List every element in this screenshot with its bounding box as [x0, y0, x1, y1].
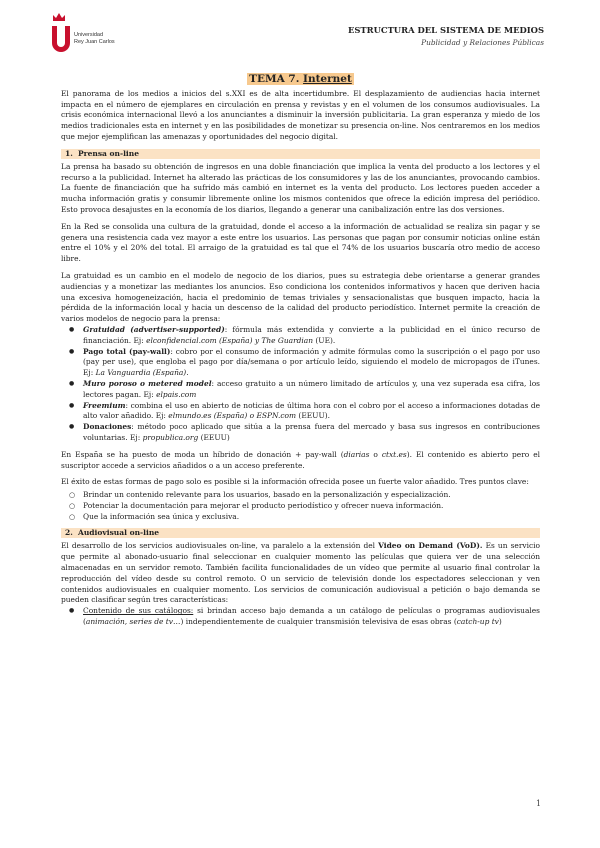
model-text: : método poco aplicado que sitúa a la prensa fuera del mercado y basa sus ingresos en contribuciones voluntarias. Ej:	[83, 422, 540, 442]
header-title-block	[348, 25, 544, 47]
text-run: En España se ha puesto de moda un híbrido de donación + pay-wall (	[61, 449, 344, 459]
text-run: )	[498, 617, 502, 627]
paragraph: La gratuidad es un cambio en el modelo de negocio de los diarios, pues su estrategia debe orientarse a generar grandes audiencias y a monetizar las mediantes los anuncios. Eso condiciona los contenidos informativos y hacen que deriven hacia una excesiva homogeneización, hacia el predominio de temas triviales y sensacionalistas que busquen impacto, hacia la pérdida de la información local y hacia un descenso de la calidad del producto periodístico. Internet permite la creación de varios modelos de negocio para la prensa:	[61, 270, 540, 324]
model-example: La Vanguardia (España)	[95, 368, 187, 378]
business-models-list	[61, 325, 540, 444]
paragraph	[61, 541, 540, 606]
model-text: : fórmula más extendida y convierte a la publicidad en el único recurso de financiación. Ej:	[83, 324, 540, 345]
text-run: o	[369, 449, 382, 459]
section-2-title: Audiovisual on-line	[78, 528, 160, 538]
list-item	[61, 347, 540, 379]
model-tail: (EEUU)	[198, 432, 230, 442]
example-site: diarias	[343, 449, 370, 459]
university-logo	[52, 12, 132, 56]
section-heading-2	[61, 528, 540, 538]
text-run: ). El contenido es abierto pero el suscriptor accede a servicios añadidos o a un acceso preferente.	[61, 449, 540, 470]
paragraph: La prensa ha basado su obtención de ingresos en una doble financiación que implica la venta del producto a los lectores y el recurso a la publicidad. Internet ha alterado las prácticas de los consumidores y las de los anunciantes, provocando cambios. La fuente de financiación que ha sufrido más cambió en internet es la venta del producto. Los lectores pueden acceder a mucha información gratis y consumir libremente online los mismos contenidos que ofrece la edición impresa del periódico. Esto provoca desajustes en la economía de los diarios, llegando a generar una canibalización entre las dos versiones.	[61, 161, 540, 214]
list-item: ○ Potenciar la documentación para mejorar el producto periodístico y ofrecer nueva información.	[61, 501, 540, 512]
page-number: 1	[536, 799, 542, 808]
model-example: elmundo.es (España) o ESPN.com	[168, 411, 297, 421]
paragraph: En la Red se consolida una cultura de la gratuidad, donde el acceso a la información de actualidad se realiza sin pagar y se genera una resistencia cada vez mayor a este entre los usuarios. Las personas que pagan por consumir noticias online están entre el 10% y el 20% del total. El arraigo de la gratuidad es tal que el 74% de los usuarios buscaría otro medio de acceso libre.	[61, 221, 540, 264]
text-run: si brindan acceso bajo demanda a un catálogo de películas o programas audiovisuales (	[83, 606, 540, 627]
model-tail: .	[186, 368, 189, 378]
text-run: Es un servicio que permite al abonado-usuario final seleccionar en cualquier momento las películas que quiera ver de una selección almacenadas en un servidor remoto. También facilita funcionalidades de un vídeo que permite al usuario final controlar la reproducción del vídeo desde su control remoto. O un servicio de televisión donde los espectadores seleccionan y ven contenidos audiovisuales en cualquier momento. Los servicios de comunicación audiovisual a petición o bajo demanda se pueden clasificar según tres características:	[61, 541, 540, 605]
logo-line-1: Universidad	[74, 32, 104, 38]
logo-line-2: Rey Juan Carlos	[74, 39, 115, 45]
model-tail: (UE).	[313, 335, 336, 345]
logo-text	[74, 32, 115, 46]
intro-paragraph: El panorama de los medios a inicios del s.XXI es de alta incertidumbre. El desplazamiento de audiencias hacia internet impacta en el número de ejemplares en circulación en prensa y revistas y en el volumen de los consumos audiovisuales. La crisis económica internacional llevó a los anunciantes a disminuir la inversión publicitaria. La gran esperanza y miedo de los medios tradicionales esta en internet y en las posibilidades de monetizar su presencia on-line. Nos centraremos en los medios que mejor ejemplifican las amenazas y oportunidades del negocio digital.	[61, 88, 540, 141]
list-item	[61, 401, 540, 423]
example-site: ctxt.es	[381, 449, 407, 459]
section-2-number: 2.	[65, 528, 73, 538]
model-example: elconfidencial.com (España) y The Guardian	[146, 335, 314, 345]
paragraph	[61, 450, 540, 472]
page-title	[61, 74, 540, 85]
crown-icon	[52, 12, 66, 22]
list-item: ○ Que la información sea única y exclusiva.	[61, 512, 540, 523]
vod-term: Video on Demand (VoD).	[378, 541, 483, 551]
model-text: : acceso gratuito a un número limitado de artículos y, una vez superada esa cifra, los lectores pagan. Ej:	[83, 378, 540, 399]
tema-title: Internet	[303, 73, 352, 85]
text-run: El desarrollo de los servicios audiovisuales on-line, va paralelo a la extensión del	[61, 541, 379, 551]
page-header	[0, 0, 600, 60]
characteristic-term: Contenido de sus catálogos:	[83, 606, 194, 616]
document-body	[61, 74, 540, 634]
paragraph: El éxito de estas formas de pago solo es posible si la información ofrecida posee un fuerte valor añadido. Tres puntos clave:	[61, 477, 529, 487]
text-em: catch-up tv	[456, 617, 499, 627]
model-term: Pago total (pay-wall)	[83, 346, 171, 356]
model-text: : combina el uso en abierto de noticias de última hora con el cobro por el acceso a informaciones dotadas de alto valor añadido. Ej:	[83, 400, 540, 421]
model-tail: (EEUU).	[296, 411, 330, 421]
text-run: ) independientemente de cualquier transmisión televisiva de esas obras (	[180, 617, 457, 627]
section-heading-1	[61, 149, 540, 159]
section-1-title: Prensa on-line	[78, 148, 139, 158]
list-item	[61, 379, 540, 401]
tema-prefix: TEMA 7.	[249, 73, 300, 85]
characteristics-list	[61, 606, 540, 628]
course-title: ESTRUCTURA DEL SISTEMA DE MEDIOS	[347, 25, 544, 35]
list-item: ○ Brindar un contenido relevante para los usuarios, basado en la personalización y especialización.	[61, 490, 540, 501]
key-points-list	[61, 490, 540, 522]
model-term: Freemium	[83, 400, 126, 410]
text-em: animación, series de tv…	[85, 617, 181, 627]
list-item	[61, 606, 540, 628]
model-term: Donaciones	[83, 422, 132, 432]
list-item	[61, 422, 540, 444]
u-logo-icon	[52, 26, 70, 52]
model-term: Gratuidad (advertiser-supported)	[83, 324, 225, 334]
model-example: propublica.org	[142, 432, 199, 442]
model-term: Muro poroso o metered model	[83, 378, 212, 388]
model-text: : cobro por el consumo de información y admite fórmulas como la suscripción o el pago por uso (pay per use), que engloba el pago por día/semana o por artículo leído, siguiendo el modelo de micropagos de iTunes. Ej:	[83, 346, 540, 378]
section-1-number: 1.	[65, 148, 73, 158]
model-example: elpais.com	[156, 389, 197, 399]
list-item	[61, 325, 540, 347]
course-subtitle: Publicidad y Relaciones Públicas	[421, 38, 544, 47]
